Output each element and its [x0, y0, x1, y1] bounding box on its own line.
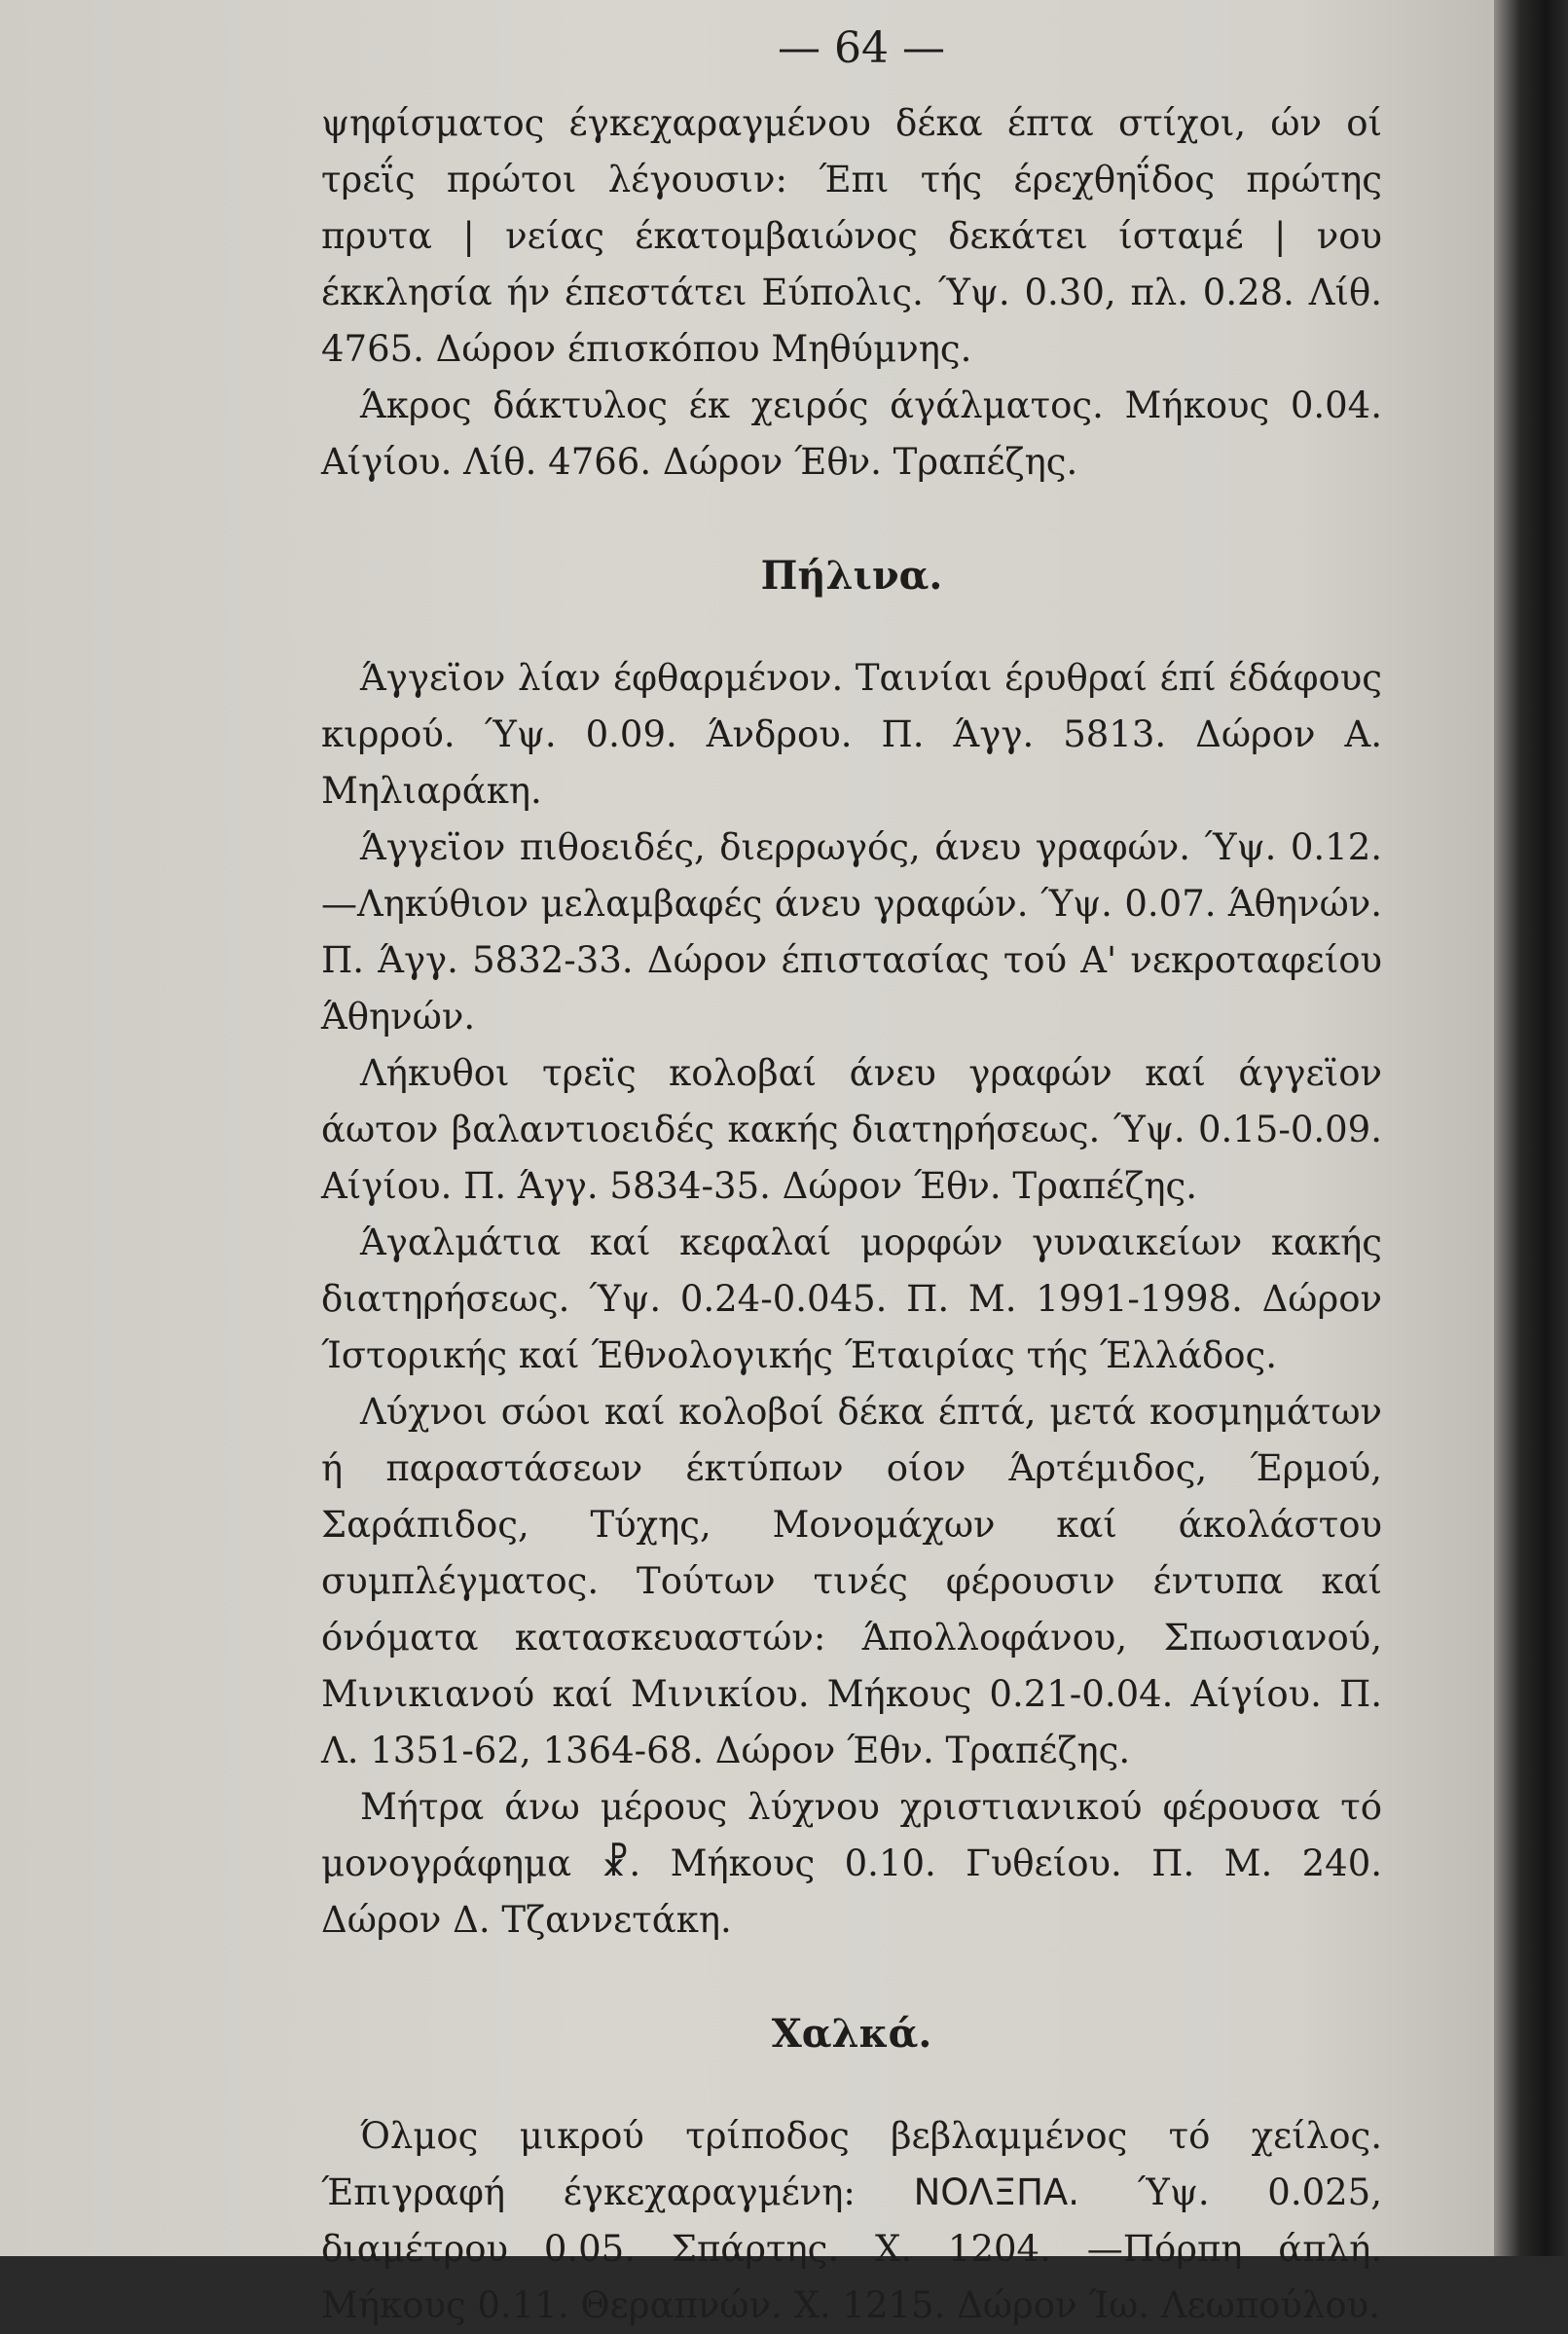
olmos-text-start: Όλμος μικρού τρίποδος βεβλαμμένος τό χείλος. Έπιγραφή έγκεχαραγμένη: [321, 2115, 1382, 2213]
page-number: — 64 — [778, 23, 945, 73]
section-heading-pilina: Πήλινα. [760, 553, 943, 599]
paragraph-lekythoi: Λήκυθοι τρεϊς κολοβαί άνευ γραφών καί άγγεϊον άωτον βαλαντιοειδές κακής διατηρήσεως. Ύψ. 0.15-0.09. Αίγίου. Π. Άγγ. 5834-35. Δώρον Έθν. Τραπέζης. [321, 1052, 1382, 1207]
paragraph-agalmatia: Άγαλμάτια καί κεφαλαί μορφών γυναικείων κακής διατηρήσεως. Ύψ. 0.24-0.045. Π. Μ. 1991-1998. Δώρον Ίστορικής καί Έθνολογικής Έταιρίας τής Έλλάδος. [321, 1222, 1382, 1376]
page-text [321, 19, 1382, 2334]
paragraph-olmos [321, 2108, 1382, 2334]
paragraph-aggeion-1: Άγγεϊον λίαν έφθαρμένον. Ταινίαι έρυθραί έπί έδάφους κιρρού. Ύψ. 0.09. Άνδρου. Π. Άγγ. 5813. Δώρον Α. Μηλιαράκη. [321, 657, 1382, 812]
olmos-inscription: ΝΟΛΞΠΑ. [913, 2171, 1079, 2213]
paragraph-psephisma: ψηφίσματος έγκεχαραγμένου δέκα έπτα στίχοι, ών οί τρεΐς πρώτοι λέγουσιν: Έπι τής έρεχθηΐδος πρώτης πρυτα | νείας έκατομβαιώνος δεκάτει ίσταμέ | νου έκκλησία ήν έπεστάτει Εύπολις. Ύψ. 0.30, πλ. 0.28. Λίθ. 4765. Δώρον έπισκόπου Μηθύμνης. [321, 102, 1382, 370]
section-heading-chalka: Χαλκά. [771, 2011, 932, 2057]
paragraph-mitra: Μήτρα άνω μέρους λύχνου χριστιανικού φέρουσα τό μονογράφημα ☧. Μήκους 0.10. Γυθείου. Π. Μ. 240. Δώρον Δ. Τζαννετάκη. [321, 1786, 1382, 1941]
paragraph-aggeion-2: Άγγεϊον πιθοειδές, διερρωγός, άνευ γραφών. Ύψ. 0.12.—Ληκύθιον μελαμβαφές άνευ γραφών. Ύψ. 0.07. Άθηνών. Π. Άγγ. 5832-33. Δώρον έπιστασίας τού Α' νεκροταφείου Άθηνών. [321, 826, 1382, 1038]
paragraph-akros-daktylos: Άκρος δάκτυλος έκ χειρός άγάλματος. Μήκους 0.04. Αίγίου. Λίθ. 4766. Δώρον Έθν. Τραπέζης. [321, 384, 1382, 483]
olmos-text-end: Ύψ. 0.025, διαμέτρου 0.05. Σπάρτης. Χ. 1204. —Πόρπη άπλή. Μήκους 0.11. Θεραπνών. Χ. 1215. Δώρον Ίω. Λεωπούλου. [321, 2171, 1382, 2326]
paragraph-lychnoi: Λύχνοι σώοι καί κολοβοί δέκα έπτά, μετά κοσμημάτων ή παραστάσεων έκτύπων οίον Άρτέμιδος, Έρμού, Σαράπιδος, Τύχης, Μονομάχων καί άκολάστου συμπλέγματος. Τούτων τινές φέρουσιν έντυπα καί όνόματα κατασκευαστών: Άπολλοφάνου, Σπωσιανού, Μινικιανού καί Μινικίου. Μήκους 0.21-0.04. Αίγίου. Π. Λ. 1351-62, 1364-68. Δώρον Έθν. Τραπέζης. [321, 1391, 1382, 1771]
book-spine-shadow [1494, 0, 1568, 2256]
